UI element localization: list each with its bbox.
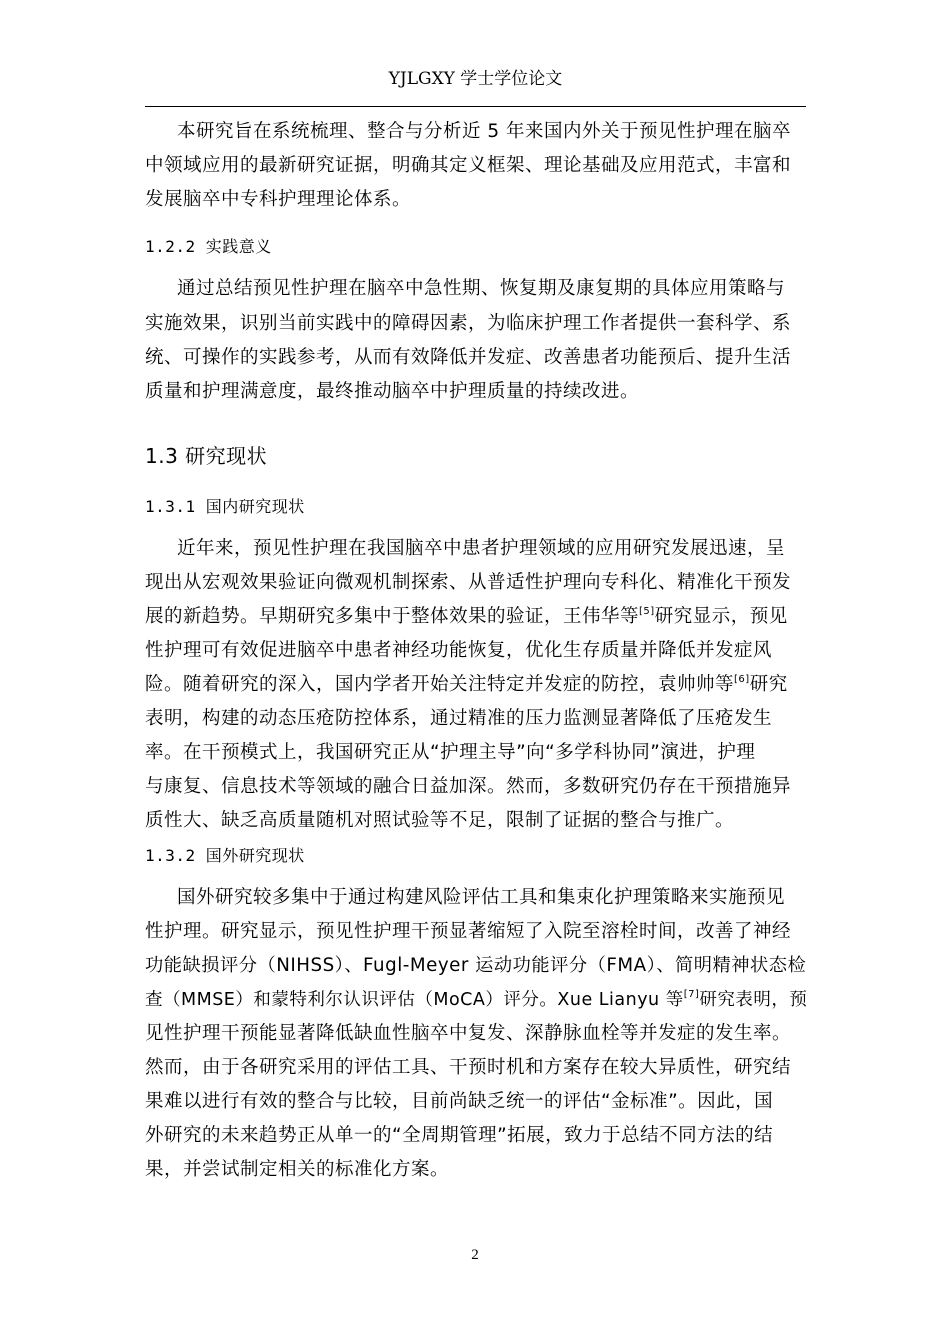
paragraph-line: 果难以进行有效的整合与比较，目前尚缺乏统一的评估“金标准”。因此，国 <box>145 1091 774 1112</box>
paragraph-line: 发展脑卒中专科护理理论体系。 <box>145 189 412 210</box>
paragraph-line: 性护理可有效促进脑卒中患者神经功能恢复，优化生存质量并降低并发症风 <box>145 640 773 661</box>
paragraph-line: 通过总结预见性护理在脑卒中急性期、恢复期及康复期的具体应用策略与 <box>177 278 786 299</box>
paragraph-line: 国外研究较多集中于通过构建风险评估工具和集束化护理策略来实施预见 <box>177 887 786 908</box>
text-run: 展的新趋势。早期研究多集中于整体效果的验证，王伟华等 <box>145 606 640 627</box>
chapter-section-heading: 1.3 研究现状 <box>145 444 268 468</box>
citation-ref: [6] <box>734 674 750 685</box>
paragraph-line: 与康复、信息技术等领域的融合日益加深。然而，多数研究仍存在干预措施异 <box>145 776 792 797</box>
paragraph-line: 率。在干预模式上，我国研究正从“护理主导”向“多学科协同”演进，护理 <box>145 742 756 763</box>
paragraph-line <box>145 606 806 628</box>
paragraph-line: 本研究旨在系统梳理、整合与分析近 5 年来国内外关于预见性护理在脑卒 <box>177 121 792 142</box>
paragraph-line: 中领域应用的最新研究证据，明确其定义框架、理论基础及应用范式，丰富和 <box>145 155 792 176</box>
text-run: 研究显示，预见 <box>654 606 788 627</box>
text-run: 研究表明，预 <box>699 990 808 1010</box>
paragraph-line: 果，并尝试制定相关的标准化方案。 <box>145 1159 450 1180</box>
section-heading: 1.3.1 国内研究现状 <box>145 497 305 516</box>
paragraph-line: 性护理。研究显示，预见性护理干预显著缩短了入院至溶栓时间，改善了神经 <box>145 921 792 942</box>
paragraph-line: 近年来，预见性护理在我国脑卒中患者护理领域的应用研究发展迅速，呈 <box>177 538 786 559</box>
paragraph-line: 外研究的未来趋势正从单一的“全周期管理”拓展，致力于总结不同方法的结 <box>145 1125 774 1146</box>
text-run: 险。随着研究的深入，国内学者开始关注特定并发症的防控，袁帅帅等 <box>145 674 735 695</box>
page-number: 2 <box>471 1247 479 1263</box>
paragraph-line <box>145 674 806 696</box>
citation-ref: [5] <box>639 606 655 617</box>
paragraph-line: 质性大、缺乏高质量随机对照试验等不足，限制了证据的整合与推广。 <box>145 810 735 831</box>
paragraph-line: 实施效果，识别当前实践中的障碍因素，为临床护理工作者提供一套科学、系 <box>145 313 792 334</box>
text-run: 研究 <box>749 674 788 695</box>
paragraph-line: 见性护理干预能显著降低缺血性脑卒中复发、深静脉血栓等并发症的发生率。 <box>145 1023 792 1044</box>
paragraph-line: 统、可操作的实践参考，从而有效降低并发症、改善患者功能预后、提升生活 <box>145 347 792 368</box>
section-heading: 1.3.2 国外研究现状 <box>145 846 305 865</box>
paragraph-line: 表明，构建的动态压疮防控体系，通过精准的压力监测显著降低了压疮发生 <box>145 708 773 729</box>
paragraph-line: 质量和护理满意度，最终推动脑卒中护理质量的持续改进。 <box>145 381 640 402</box>
citation-ref: [7] <box>683 989 700 1000</box>
running-header: YJLGXY 学士学位论文 <box>388 69 563 89</box>
section-heading: 1.2.2 实践意义 <box>145 237 272 256</box>
text-run: 查（MMSE）和蒙特利尔认识评估（MoCA）评分。Xue Lianyu 等 <box>145 990 684 1010</box>
paragraph-line: 功能缺损评分（NIHSS）、Fugl-Meyer 运动功能评分（FMA）、简明精神状态检 <box>145 955 807 976</box>
header-rule <box>145 106 806 107</box>
paragraph-line: 现出从宏观效果验证向微观机制探索、从普适性护理向专科化、精准化干预发 <box>145 572 792 593</box>
paragraph-line: 然而，由于各研究采用的评估工具、干预时机和方案存在较大异质性，研究结 <box>145 1057 792 1078</box>
paragraph-line <box>145 989 806 1011</box>
